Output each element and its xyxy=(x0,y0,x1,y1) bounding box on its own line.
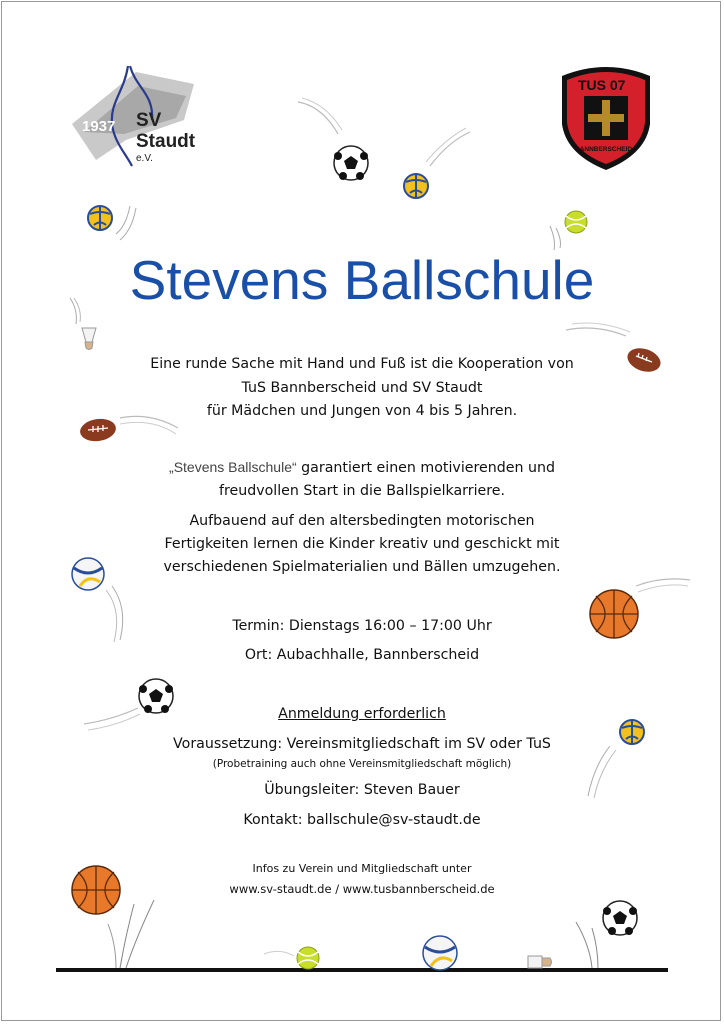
description-line-4: Fertigkeiten lernen die Kinder kreativ und geschickt mit xyxy=(164,536,560,552)
voraussetzung-text: Voraussetzung: Vereinsmitgliedschaft im SV oder TuS xyxy=(173,736,551,752)
sv-staudt-logo xyxy=(66,62,206,172)
volleyball-icon xyxy=(70,556,134,646)
description-line-2: freudvollen Start in die Ballspielkarriere. xyxy=(218,483,506,499)
shuttlecock-icon xyxy=(526,952,556,972)
description-line-3: Aufbauend auf den altersbedingten motorischen xyxy=(189,513,535,529)
soccer-ball-icon xyxy=(298,98,370,184)
american-football-icon xyxy=(78,408,182,452)
intro-line-3: für Mädchen und Jungen von 4 bis 5 Jahren. xyxy=(206,403,518,419)
handball-icon xyxy=(400,126,472,204)
basketball-icon xyxy=(586,572,696,644)
sv-logo-sv: SV xyxy=(136,110,162,131)
tennis-ball-icon xyxy=(546,206,596,252)
tus-logo-bottom-text: BANNBERSCHEID xyxy=(575,146,633,153)
intro-line-2: TuS Bannberscheid und SV Staudt xyxy=(241,380,483,396)
soccer-ball-icon xyxy=(572,896,642,970)
volleyball-icon xyxy=(420,934,460,972)
sv-logo-ev: e.V. xyxy=(136,153,153,164)
tennis-ball-icon xyxy=(262,940,326,972)
soccer-ball-icon xyxy=(82,676,178,736)
anmeldung-text: Anmeldung erforderlich xyxy=(278,706,446,722)
sv-logo-year: 1937 xyxy=(82,118,116,135)
kontakt-text: Kontakt: ballschule@sv-staudt.de xyxy=(243,812,481,828)
american-football-icon xyxy=(566,322,666,378)
infos-line-2: www.sv-staudt.de / www.tusbannberscheid.de xyxy=(229,882,495,896)
description-quote: „Stevens Ballschule“ xyxy=(169,459,297,475)
handball-icon xyxy=(584,716,650,800)
probetraining-text: (Probetraining auch ohne Vereinsmitgliedschaft möglich) xyxy=(212,758,512,770)
sv-logo-staudt: Staudt xyxy=(136,131,196,152)
ort-text: Ort: Aubachhalle, Bannberscheid xyxy=(244,647,480,663)
termin-text: Termin: Dienstags 16:00 – 17:00 Uhr xyxy=(232,618,492,634)
page-title: Stevens Ballschule xyxy=(129,249,595,311)
tus-bannberscheid-logo xyxy=(558,64,654,172)
intro-line-1: Eine runde Sache mit Hand und Fuß ist die Kooperation von xyxy=(150,356,574,372)
shuttlecock-icon xyxy=(68,296,108,356)
description-line-5: verschiedenen Spielmaterialien und Bällen umzugehen. xyxy=(163,559,561,575)
basketball-icon xyxy=(70,864,160,970)
infos-line-1: Infos zu Verein und Mitgliedschaft unter xyxy=(252,862,472,875)
description-line-1-rest: garantiert einen motivierenden und xyxy=(296,460,555,476)
tus-logo-top-text: TUS 07 xyxy=(578,77,626,93)
handball-icon xyxy=(86,200,146,250)
description-line-1 xyxy=(0,459,724,476)
uebungsleiter-text: Übungsleiter: Steven Bauer xyxy=(264,782,460,798)
